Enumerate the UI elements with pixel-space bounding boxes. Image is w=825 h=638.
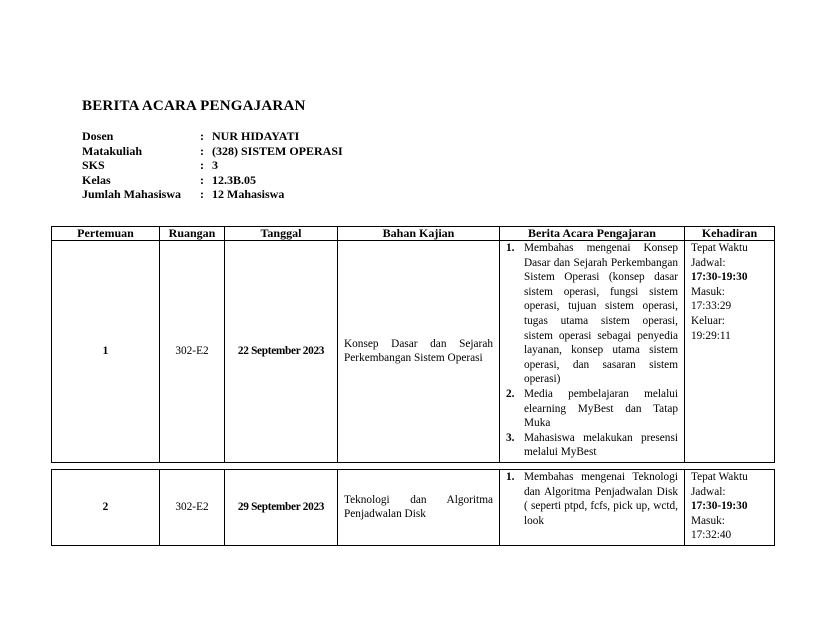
schedule-label: Jadwal: (691, 485, 726, 498)
info-value: NUR HIDAYATI (212, 129, 300, 143)
info-value: 12.3B.05 (212, 172, 257, 187)
list-item (506, 387, 678, 431)
list-item (506, 431, 678, 460)
header-tanggal: Tanggal (225, 227, 338, 241)
separator-cell (52, 462, 775, 469)
info-label: SKS (82, 158, 105, 173)
check-in-time: 17:33:29 (691, 300, 732, 313)
info-value: 3 (212, 158, 218, 173)
bahan-kajian-cell: Konsep Dasar dan Sejarah Perkembangan Sistem Operasi (338, 241, 500, 463)
info-value: 12 Mahasiswa (212, 187, 285, 202)
header-berita-acara: Berita Acara Pengajaran (500, 227, 685, 241)
item-number: 2. (506, 387, 515, 400)
info-row-matakuliah (82, 144, 343, 159)
item-number: 3. (506, 431, 515, 444)
teaching-record-table (51, 226, 775, 546)
table-row (52, 469, 775, 545)
info-row-jumlah-mahasiswa (82, 187, 343, 202)
berita-acara-cell (500, 241, 685, 463)
row-separator (52, 462, 775, 469)
document-title: BERITA ACARA PENGAJARAN (82, 98, 306, 114)
info-label: Kelas (82, 172, 111, 187)
table-header-row (52, 227, 775, 241)
info-label: Dosen (82, 129, 114, 143)
info-label: Jumlah Mahasiswa (82, 187, 182, 202)
schedule-time: 17:30-19:30 (691, 271, 748, 284)
attendance-status: Tepat Waktu (691, 242, 748, 254)
header-bahan-kajian: Bahan Kajian (338, 227, 500, 241)
schedule-time: 17:30-19:30 (691, 500, 748, 513)
item-number: 1. (506, 470, 515, 483)
check-in-label: Masuk: (691, 514, 725, 527)
course-info (82, 129, 343, 202)
kehadiran-cell (685, 241, 775, 463)
activity-list (506, 470, 678, 528)
item-text: Membahas mengenai Konsep Dasar dan Sejarah Perkembangan Sistem Operasi (konsep dasar sistem operasi, fungsi sistem operasi, tujuan sistem operasi, tugas utama sistem operasi, sistem operasi sebagai penyedia layanan, konsep utama sistem operasi, dan sasaran sistem operasi) (524, 242, 678, 386)
info-row-dosen (82, 129, 343, 144)
check-out-label: Keluar: (691, 314, 725, 327)
pertemuan-cell: 1 (52, 241, 160, 463)
ruangan-cell: 302-E2 (160, 469, 225, 545)
bahan-kajian-cell: Teknologi dan Algoritma Penjadwalan Disk (338, 469, 500, 545)
header-pertemuan: Pertemuan (52, 227, 160, 241)
ruangan-cell: 302-E2 (160, 241, 225, 463)
header-kehadiran: Kehadiran (685, 227, 775, 241)
info-colon: : (200, 129, 204, 143)
list-item (506, 241, 678, 387)
item-number: 1. (506, 242, 515, 254)
tanggal-cell: 22 September 2023 (225, 241, 338, 463)
tanggal-cell: 29 September 2023 (225, 469, 338, 545)
info-colon: : (200, 143, 204, 158)
schedule-label: Jadwal: (691, 256, 726, 269)
info-value: (328) SISTEM OPERASI (212, 143, 343, 158)
pertemuan-cell: 2 (52, 469, 160, 545)
info-colon: : (200, 187, 204, 202)
info-colon: : (200, 158, 204, 173)
item-text: Media pembelajaran melalui elearning MyBest dan Tatap Muka (524, 387, 678, 430)
item-text: Mahasiswa melakukan presensi melalui MyBest (524, 431, 678, 459)
check-out-time: 19:29:11 (691, 329, 731, 342)
table-row (52, 241, 775, 463)
activity-list (506, 241, 678, 460)
item-text: Membahas mengenai Teknologi dan Algoritma Penjadwalan Disk ( seperti ptpd, fcfs, pick up, wctd, look (524, 470, 678, 527)
check-in-time: 17:32:40 (691, 529, 732, 542)
info-label: Matakuliah (82, 143, 143, 158)
list-item (506, 470, 678, 528)
attendance-status: Tepat Waktu (691, 470, 748, 483)
berita-acara-cell (500, 469, 685, 545)
header-ruangan: Ruangan (160, 227, 225, 241)
info-colon: : (200, 172, 204, 187)
info-row-sks (82, 158, 343, 173)
info-row-kelas (82, 173, 343, 188)
check-in-label: Masuk: (691, 285, 725, 298)
kehadiran-cell (685, 469, 775, 545)
